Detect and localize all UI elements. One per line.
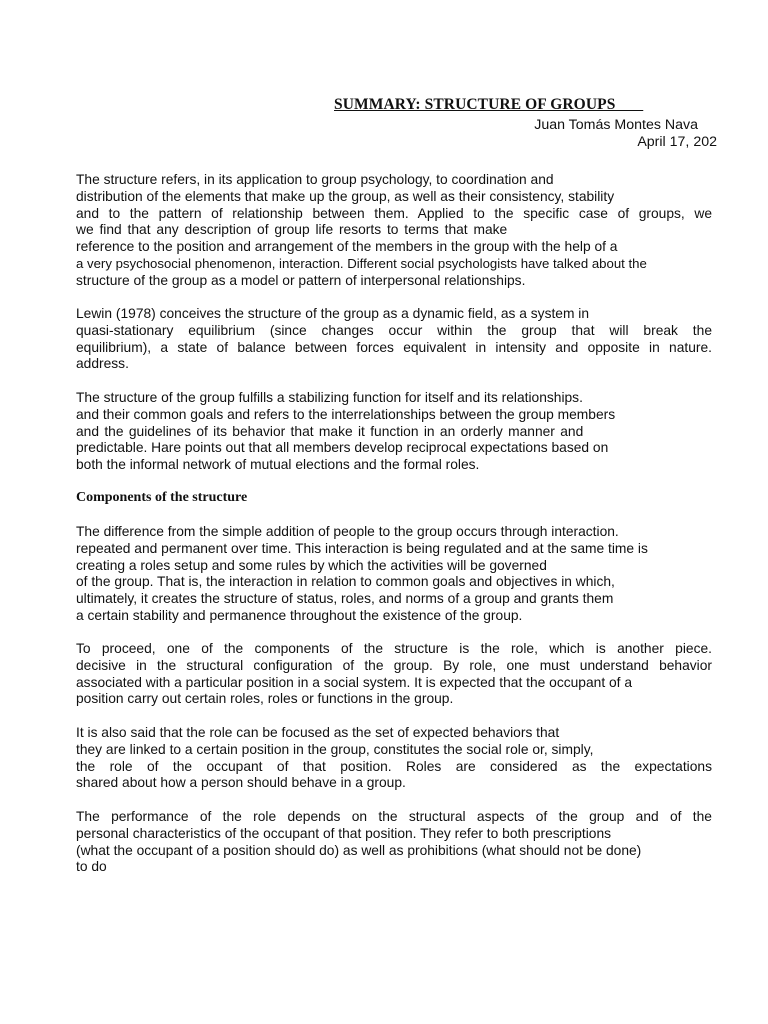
paragraph-line: The difference from the simple addition of people to the group occurs through interaction.	[76, 524, 619, 539]
paragraph-1	[76, 172, 712, 290]
paragraph-line: quasi-stationary equilibrium (since changes occur within the group that will break the	[76, 322, 712, 338]
paragraph-line: The performance of the role depends on the structural aspects of the group and of the	[76, 809, 712, 824]
paragraph-line: a very psychosocial phenomenon, interaction. Different social psychologists have talked about the	[76, 255, 647, 271]
paragraph-line: Lewin (1978) conceives the structure of the group as a dynamic field, as a system in	[76, 306, 590, 321]
paragraph-line: they are linked to a certain position in the group, constitutes the social role or, simply,	[76, 741, 594, 757]
paragraph-line: structure of the group as a model or pattern of interpersonal relationships.	[76, 272, 526, 288]
paragraph-line: (what the occupant of a position should do) as well as prohibitions (what should not be done)	[76, 842, 642, 858]
paragraph-5	[76, 641, 712, 708]
paragraph-line: predictable. Hare points out that all members develop reciprocal expectations based on	[76, 440, 609, 456]
paragraph-line: reference to the position and arrangement of the members in the group with the help of a	[76, 239, 618, 255]
paragraph-line: and the guidelines of its behavior that make it function in an orderly manner and	[76, 423, 584, 439]
paragraph-line: and to the pattern of relationship between them. Applied to the specific case of groups, we	[76, 205, 712, 221]
paragraph-line: ultimately, it creates the structure of status, roles, and norms of a group and grants them	[76, 591, 614, 607]
document-title: SUMMARY: STRUCTURE OF GROUPS	[334, 96, 644, 113]
paragraph-line: we find that any description of group life resorts to terms that make	[76, 222, 508, 238]
paragraph-line: both the informal network of mutual elections and the formal roles.	[76, 457, 480, 473]
paragraph-line: of the group. That is, the interaction in relation to common goals and objectives in which,	[76, 574, 615, 590]
paragraph-line: It is also said that the role can be focused as the set of expected behaviors that	[76, 725, 560, 740]
paragraph-line: equilibrium), a state of balance between forces equivalent in intensity and opposite in nature.	[76, 339, 712, 355]
paragraph-6	[76, 725, 712, 792]
paragraph-line: the role of the occupant of that position. Roles are considered as the expectations	[76, 758, 712, 774]
paragraph-line: address.	[76, 356, 129, 372]
paragraph-2	[76, 306, 712, 373]
document-date: April 17, 202	[637, 134, 717, 150]
paragraph-line: personal characteristics of the occupant of that position. They refer to both prescriptions	[76, 825, 612, 841]
paragraph-line: repeated and permanent over time. This interaction is being regulated and at the same time is	[76, 540, 648, 556]
paragraph-line: The structure of the group fulfills a stabilizing function for itself and its relationships.	[76, 390, 583, 405]
paragraph-3	[76, 390, 712, 474]
paragraph-line: shared about how a person should behave in a group.	[76, 775, 406, 791]
paragraph-line: To proceed, one of the components of the structure is the role, which is another piece.	[76, 641, 712, 656]
section-heading: Components of the structure	[76, 490, 248, 505]
author-name: Juan Tomás Montes Nava	[534, 117, 698, 133]
paragraph-line: associated with a particular position in a social system. It is expected that the occupant of a	[76, 674, 633, 690]
paragraph-line: The structure refers, in its application to group psychology, to coordination and	[76, 172, 554, 187]
paragraph-line: distribution of the elements that make up the group, as well as their consistency, stability	[76, 188, 615, 204]
paragraph-line: position carry out certain roles, roles or functions in the group.	[76, 691, 454, 707]
paragraph-line: and their common goals and refers to the interrelationships between the group members	[76, 406, 616, 422]
paragraph-line: to do	[76, 859, 107, 875]
paragraph-7	[76, 809, 712, 876]
paragraph-4	[76, 524, 712, 625]
paragraph-line: a certain stability and permanence throughout the existence of the group.	[76, 607, 523, 623]
paragraph-line: decisive in the structural configuration of the group. By role, one must understand behavior	[76, 657, 712, 673]
paragraph-line: creating a roles setup and some rules by which the activities will be governed	[76, 557, 547, 573]
